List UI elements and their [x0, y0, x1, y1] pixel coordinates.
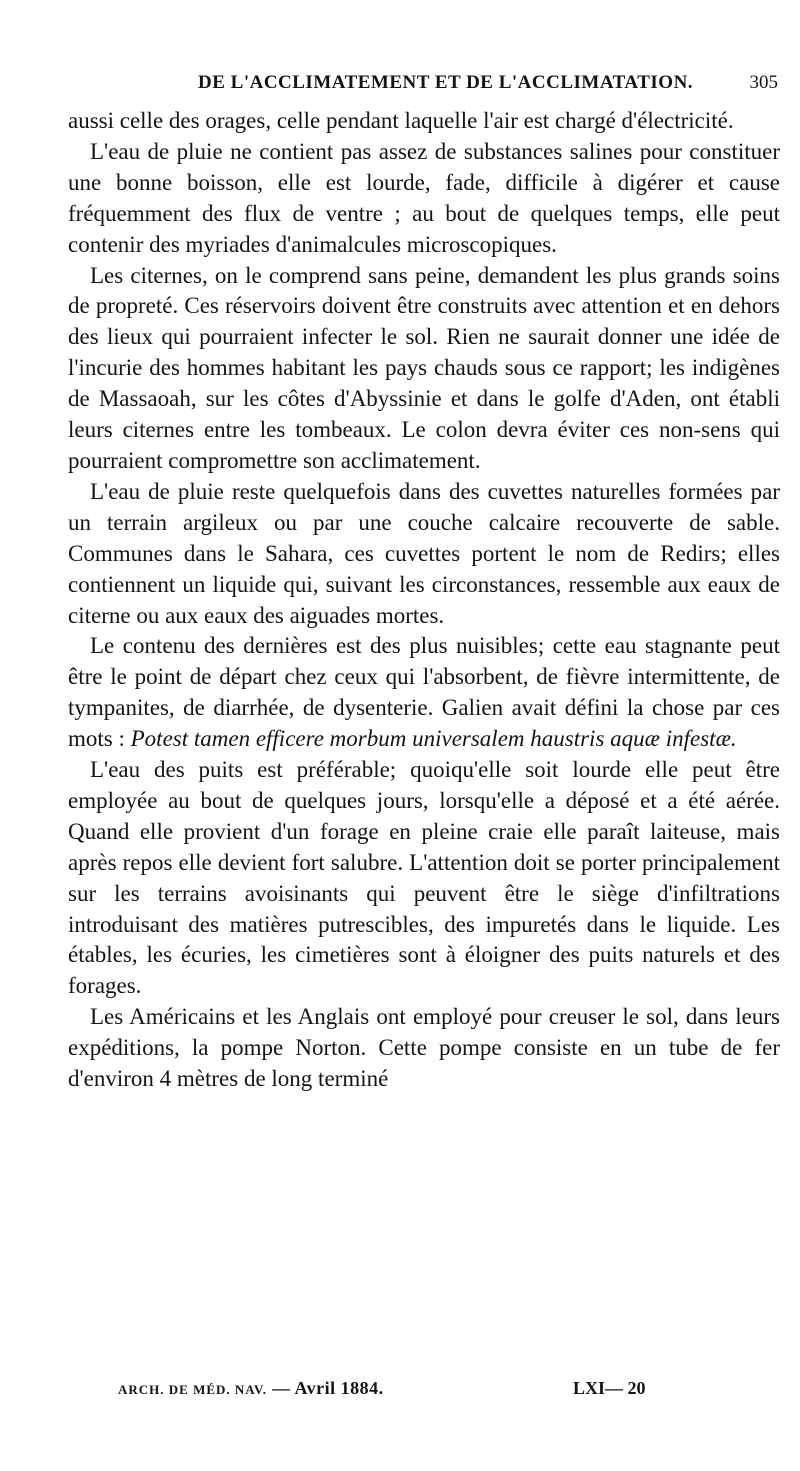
paragraph-text: Les citernes, on le comprend sans peine, demandent les plus grands soins de propreté. Ces réservoirs doivent être construits avec attention et en dehors des lieux qui pourraient infecter le sol. Rien ne saurait donner une idée de l'incurie des hommes habitant les pays chauds sous ce rapport; les indigènes de Massaoah, sur les côtes d'Abyssinie et dans le golfe d'Aden, ont établi leurs citernes entre les tombeaux. Le colon devra éviter ces non-sens qui pourraient compromettre son acclimatement.: [68, 262, 780, 473]
issue-date: Avril 1884.: [294, 1378, 384, 1398]
paragraph-norton-pump: [68, 1002, 780, 1095]
body-text: [68, 106, 780, 1095]
page-footer: [118, 1378, 718, 1408]
paragraph-natural-basins: [68, 477, 780, 632]
paragraph-wells: [68, 755, 780, 1002]
paragraph-text: Le contenu des dernières est des plus nuisibles; cette eau stagnante peut être le point de départ chez ceux qui l'absorbent, de fièvre intermittente, de tympanites, de diarrhée, de dysenterie. Galien avait défini la chose par ces mots :: [68, 633, 780, 752]
paragraph-text: Les Américains et les Anglais ont employé pour creuser le sol, dans leurs expéditions, la pompe Norton. Cette pompe consiste en un tube de fer d'environ 4 mètres de long terminé: [68, 1004, 780, 1092]
running-header: [68, 72, 778, 106]
running-title: DE L'ACCLIMATEMENT ET DE L'ACCLIMATATION.: [198, 72, 694, 93]
paragraph-text: aussi celle des orages, celle pendant laquelle l'air est chargé d'électricité.: [68, 108, 734, 133]
paragraph-rainwater: [68, 137, 780, 261]
footer-journal-line: [118, 1378, 384, 1399]
paragraph-cisterns: [68, 261, 780, 477]
paragraph-text: L'eau de pluie ne contient pas assez de substances salines pour constituer une bonne boisson, elle est lourde, fade, difficile à digérer et cause fréquemment des flux de ventre ; au bout de quelques temps, elle peut contenir des myriades d'animalcules microscopiques.: [68, 138, 780, 257]
paragraph-continuation: [68, 106, 780, 137]
sheet-signature: LXI— 20: [573, 1378, 646, 1398]
footer-dash: —: [271, 1378, 291, 1398]
paragraph-text: L'eau de pluie reste quelquefois dans des cuvettes naturelles formées par un terrain argileux ou par une couche calcaire recouverte de sable. Communes dans le Sahara, ces cuvettes portent le nom de Redirs; elles contiennent un liquide qui, suivant les circonstances, ressemble aux eaux de citerne ou aux eaux des aiguades mortes.: [68, 478, 780, 628]
journal-name: ARCH. DE MÉD. NAV.: [118, 1382, 267, 1397]
page-number: 305: [749, 72, 778, 93]
latin-quotation: Potest tamen efficere morbum universalem haustris aquæ infestæ.: [130, 726, 737, 752]
paragraph-text: L'eau des puits est préférable; quoiqu'elle soit lourde elle peut être employée au bout de quelques jours, lorsqu'elle a déposé et a été aérée. Quand elle provient d'un forage en pleine craie elle paraît laiteuse, mais après repos elle devient fort salubre. L'attention doit se porter principalement sur les terrains avoisinants qui peuvent être le siège d'infiltrations introduisant des matières putrescibles, des impuretés dans le liquide. Les étables, les écuries, les cimetières sont à éloigner des puits naturels et des forages.: [68, 757, 780, 999]
paragraph-stagnant-water: [68, 631, 780, 755]
